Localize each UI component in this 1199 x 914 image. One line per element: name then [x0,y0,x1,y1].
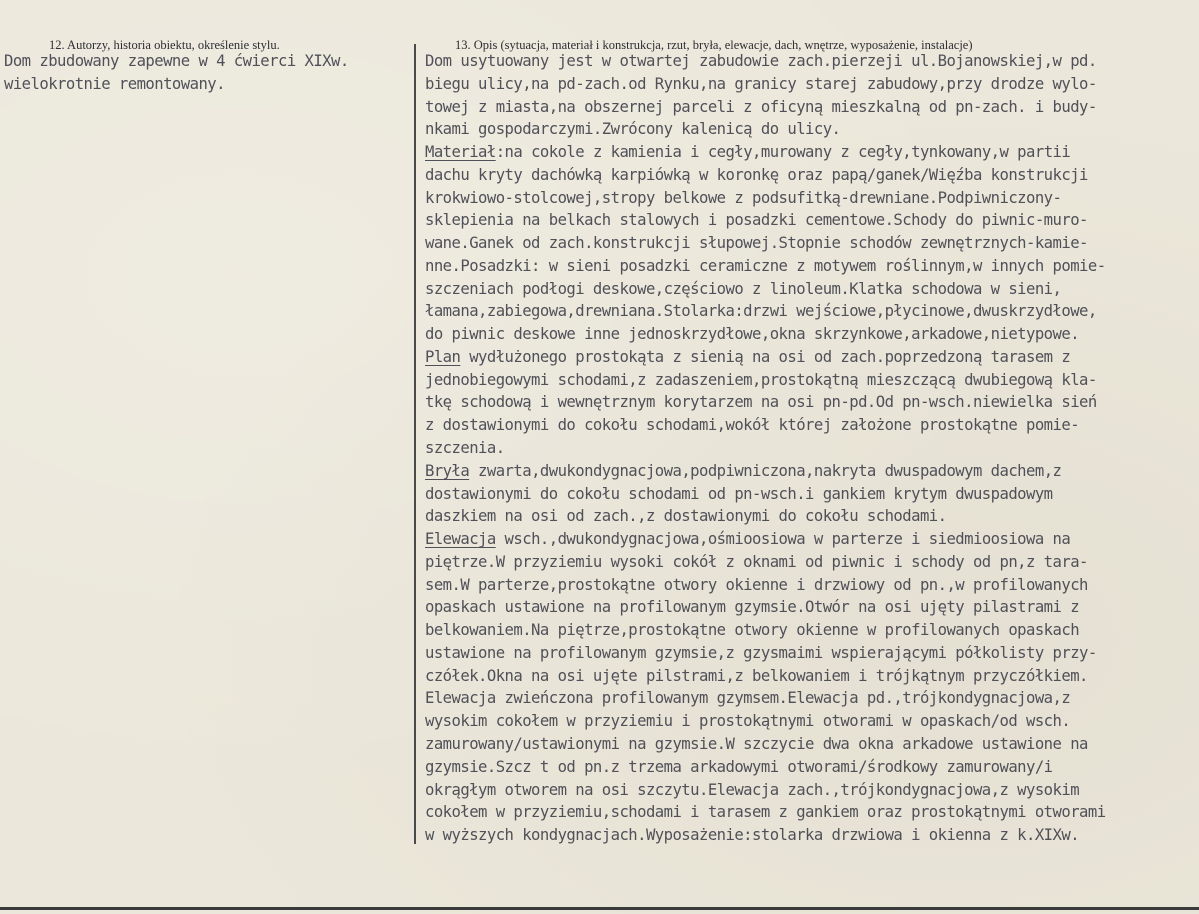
line-text: tkę schodową i wewnętrznym korytarzem na osi pn-pd.Od pn-wsch.niewielka sień [425,393,1097,412]
text-line [425,505,1106,528]
text-line [425,346,1106,369]
line-text: zamurowany/ustawionymi na gzymsie.W szczycie dwa okna arkadowe ustawione na [425,734,1088,753]
line-text: szczenia. [425,439,505,458]
line-text: ustawione na profilowanym gzymsie,z gzysmaimi wspierającymi półkolisty przy- [425,643,1097,662]
line-text: dostawionymi do cokołu schodami od pn-wsch.i gankiem krytym dwuspadowym [425,484,1053,503]
section-label: Plan [425,347,461,366]
line-text: biegu ulicy,na pd-zach.od Rynku,na granicy starej zabudowy,przy drodze wylo- [425,74,1097,93]
text-line [425,300,1106,323]
text-line [425,687,1106,710]
text-line [425,483,1106,506]
text-line [425,414,1106,437]
line-text: opaskach ustawione na profilowanym gzymsie.Otwór na osi ujęty pilastrami z [425,598,1080,617]
text-line: Dom zbudowany zapewne w 4 ćwierci XIXw. [4,52,349,70]
text-line [425,824,1106,847]
line-text: wsch.,dwukondygnacjowa,ośmioosiowa w parterze i siedmioosiowa na [495,530,1071,549]
line-text: nkami gospodarczymi.Zwrócony kalenicą do ulicy. [425,120,841,139]
text-line: wielokrotnie remontowany. [4,74,225,93]
text-line [425,779,1106,802]
section-12-header: 12. Autorzy, historia obiektu, określenie stylu. [49,38,280,52]
line-text: towej z miasta,na obszernej parceli z oficyną mieszkalną od pn-zach. i budy- [425,97,1097,116]
description-text [425,50,1106,847]
section-label: Materiał [425,143,496,162]
line-text: wydłużonego prostokąta z sienią na osi od zach.poprzedzoną tarasem z [460,347,1071,366]
line-text: okrągłym otworem na osi szczytu.Elewacja zach.,trójkondygnacjowa,z wysokim [425,780,1080,799]
text-line [425,460,1106,483]
line-text: do piwnic deskowe inne jednoskrzydłowe,okna skrzynkowe,arkadowe,nietypowe. [425,325,1080,344]
text-line [425,437,1106,460]
line-text: krokwiowo-stolcowej,stropy belkowe z podsufitką-drewniane.Podpiwniczony- [425,188,1062,207]
authors-history-text [4,50,349,96]
text-line [425,596,1106,619]
text-line [425,323,1106,346]
line-text: łamana,zabiegowa,drewniana.Stolarka:drzwi wejściowe,płycinowe,dwuskrzydłowe, [425,302,1097,321]
line-text: daszkiem na osi od zach.,z dostawionymi do cokołu schodami. [425,507,947,526]
text-line [425,710,1106,733]
line-text: sem.W parterze,prostokątne otwory okienne i drzwiowy od pn.,w profilowanych [425,575,1088,594]
column-divider [414,44,416,844]
line-text: :na cokole z kamienia i cegły,murowany z cegły,tynkowany,w partii [495,143,1071,162]
text-line [425,96,1106,119]
line-text: sklepienia na belkach stalowych i posadzki cementowe.Schody do piwnic-muro- [425,211,1088,230]
section-label: Bryła [425,461,470,480]
text-line [425,551,1106,574]
bottom-rule [0,907,1199,910]
line-text: Elewacja zwieńczona profilowanym gzymsem.Elewacja pd.,trójkondygnacjowa,z [425,689,1071,708]
text-line [425,278,1106,301]
text-line [425,209,1106,232]
section-label: Elewacja [425,530,496,549]
text-line [425,574,1106,597]
line-text: Dom usytuowany jest w otwartej zabudowie zach.pierzeji ul.Bojanowskiej,w pd. [425,52,1097,70]
text-line [425,642,1106,665]
text-line [425,118,1106,141]
line-text: wane.Ganek od zach.konstrukcji słupowej.Stopnie schodów zewnętrznych-kamie- [425,234,1088,253]
section-13-header: 13. Opis (sytuacja, materiał i konstrukcja, rzut, bryła, elewacje, dach, wnętrze, wyposażenie, instalacje) [455,38,973,52]
line-text: dachu kryty dachówką karpiówką w koronkę oraz papą/ganek/Więźba konstrukcji [425,165,1088,184]
text-line [425,528,1106,551]
line-text: szczeniach podłogi deskowe,częściowo z linoleum.Klatka schodowa w sieni, [425,279,1062,298]
line-text: zwarta,dwukondygnacjowa,podpiwniczona,nakryta dwuspadowym dachem,z [469,461,1062,480]
line-text: piętrze.W przyziemiu wysoki cokół z oknami od piwnic i schody od pn,z tara- [425,552,1088,571]
text-line [425,50,1106,73]
text-line [425,255,1106,278]
text-line [425,232,1106,255]
text-line [425,164,1106,187]
text-line [425,665,1106,688]
line-text: gzymsie.Szcz t od pn.z trzema arkadowymi otworami/środkowy zamurowany/i [425,757,1053,776]
line-text: cokołem w przyziemiu,schodami i tarasem z gankiem oraz prostokątnymi otworami [425,803,1106,822]
text-line [425,391,1106,414]
line-text: belkowaniem.Na piętrze,prostokątne otwory okienne w profilowanych opaskach [425,621,1080,640]
text-line [425,756,1106,779]
line-text: wysokim cokołem w przyziemiu i prostokątnymi otworami w opaskach/od wsch. [425,712,1071,731]
line-text: z dostawionymi do cokołu schodami,wokół której założone prostokątne pomie- [425,416,1080,435]
line-text: w wyższych kondygnacjach.Wyposażenie:stolarka drzwiowa i okienna z k.XIXw. [425,826,1080,845]
text-line [425,619,1106,642]
line-text: jednobiegowymi schodami,z zadaszeniem,prostokątną mieszczącą dwubiegową kla- [425,370,1097,389]
text-line [425,801,1106,824]
text-line [425,369,1106,392]
line-text: nne.Posadzki: w sieni posadzki ceramiczne z motywem roślinnym,w innych pomie- [425,256,1106,275]
text-line [425,141,1106,164]
line-text: czółek.Okna na osi ujęte pilstrami,z belkowaniem i trójkątnym przyczółkiem. [425,666,1088,685]
text-line [425,73,1106,96]
text-line [425,187,1106,210]
text-line [425,733,1106,756]
